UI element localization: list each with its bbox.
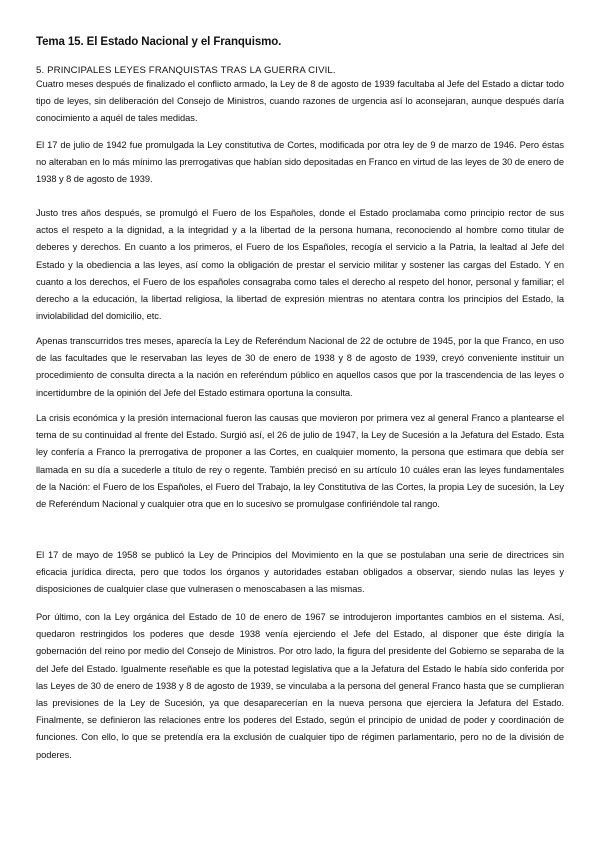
paragraph-fuero-espanoles: Justo tres años después, se promulgó el Fuero de los Españoles, donde el Estado proclamaba como principio rector de sus actos el respeto a la dignidad, a la integridad y a la libertad de la persona humana, reconociendo al hombre como titular de deberes y derechos. En cuanto a los primeros, el Fuero de los Españoles, recogía el servicio a la Patria, la lealtad al Jefe del Estado y la obediencia a las leyes, así como la obligación de prestar el servicio militar y sostener las cargas del Estado. Y en cuanto a los derechos, el Fuero de los españoles consagraba como tales el derecho al respeto del honor, personal y familiar; el derecho a la educación, la libertad religiosa, la libertad de expresión mientras no atentara contra los principios del Estado, la inviolabilidad del domicilio, etc. xyxy=(36,208,564,322)
paragraph-ley-cortes: El 17 de julio de 1942 fue promulgada la Ley constitutiva de Cortes, modificada por otra ley de 9 de marzo de 1946. Pero éstas no alteraban en lo más mínimo las prerrogativas que habían sido depositadas en Franco en virtud de las leyes de 30 de enero de 1938 y 8 de agosto de 1939. xyxy=(36,140,564,185)
paragraph-ley-1939: Cuatro meses después de finalizado el conflicto armado, la Ley de 8 de agosto de 1939 facultaba al Jefe del Estado a dictar todo tipo de leyes, sin deliberación del Consejo de Ministros, cuando razones de urgencia así lo aconsejaran, aunque después daría conocimiento a aquél de tales medidas. xyxy=(36,79,564,124)
section-heading: 5. PRINCIPALES LEYES FRANQUISTAS TRAS LA GUERRA CIVIL. xyxy=(36,65,336,76)
document-title: Tema 15. El Estado Nacional y el Franquismo. xyxy=(36,36,282,48)
paragraph-ley-referendum: Apenas transcurridos tres meses, aparecía la Ley de Referéndum Nacional de 22 de octubre de 1945, por la que Franco, en uso de las facultades que le reservaban las leyes de 30 de enero de 1938 y 8 de agosto de 1939, creyó conveniente instituir un procedimiento de consulta directa a la nación en referéndum público en aquellos casos que por la trascendencia de las leyes o incertidumbre de la opinión del Jefe del Estado estimara oportuna la consulta. xyxy=(36,336,564,398)
paragraph-ley-sucesion: La crisis económica y la presión internacional fueron las causas que movieron por primera vez al general Franco a plantearse el tema de su continuidad al frente del Estado. Surgió así, el 26 de julio de 1947, la Ley de Sucesión a la Jefatura del Estado. Esta ley confería a Franco la prerrogativa de proponer a las Cortes, en cualquier momento, la persona que estimara que debía ser llamada en su día a sucederle a título de rey o regente. También precisó en su artículo 10 cuáles eran las leyes fundamentales de la Nación: el Fuero de los Españoles, el Fuero del Trabajo, la ley Constitutiva de las Cortes, la propia Ley de sucesión, la Ley de Referéndum Nacional y cualquier otra que en lo sucesivo se promulgase confiriéndole tal rango. xyxy=(36,413,564,510)
paragraph-ley-organica: Por último, con la Ley orgánica del Estado de 10 de enero de 1967 se introdujeron importantes cambios en el sistema. Así, quedaron restringidos los poderes que desde 1938 venía ejerciendo el Jefe del Estado, al disponer que éste dirigía la gobernación del reino por medio del Consejo de Ministros. Por otro lado, la figura del presidente del Gobierno se separaba de la del Jefe del Estado. Igualmente reseñable es que la potestad legislativa que a la Jefatura del Estado le había sido conferida por las Leyes de 30 de enero de 1938 y 8 de agosto de 1939, se vinculaba a la persona del general Franco hasta que se cumplieran las previsiones de la Ley de Sucesión, ya que desaparecerían en la nueva persona que ejerciera la Jefatura del Estado. Finalmente, se definieron las relaciones entre los poderes del Estado, según el principio de unidad de poder y coordinación de funciones. Con ello, lo que se pretendía era la exclusión de cualquier tipo de régimen parlamentario, pero no de la división de poderes. xyxy=(36,612,564,760)
paragraph-principios-movimiento: El 17 de mayo de 1958 se publicó la Ley de Principios del Movimiento en la que se postulaban una serie de directrices sin eficacia jurídica directa, pero que todos los órganos y autoridades estaban obligados a observar, siendo nulas las leyes y disposiciones de cualquier clase que vulnerasen o menoscabasen a las mismas. xyxy=(36,550,564,595)
